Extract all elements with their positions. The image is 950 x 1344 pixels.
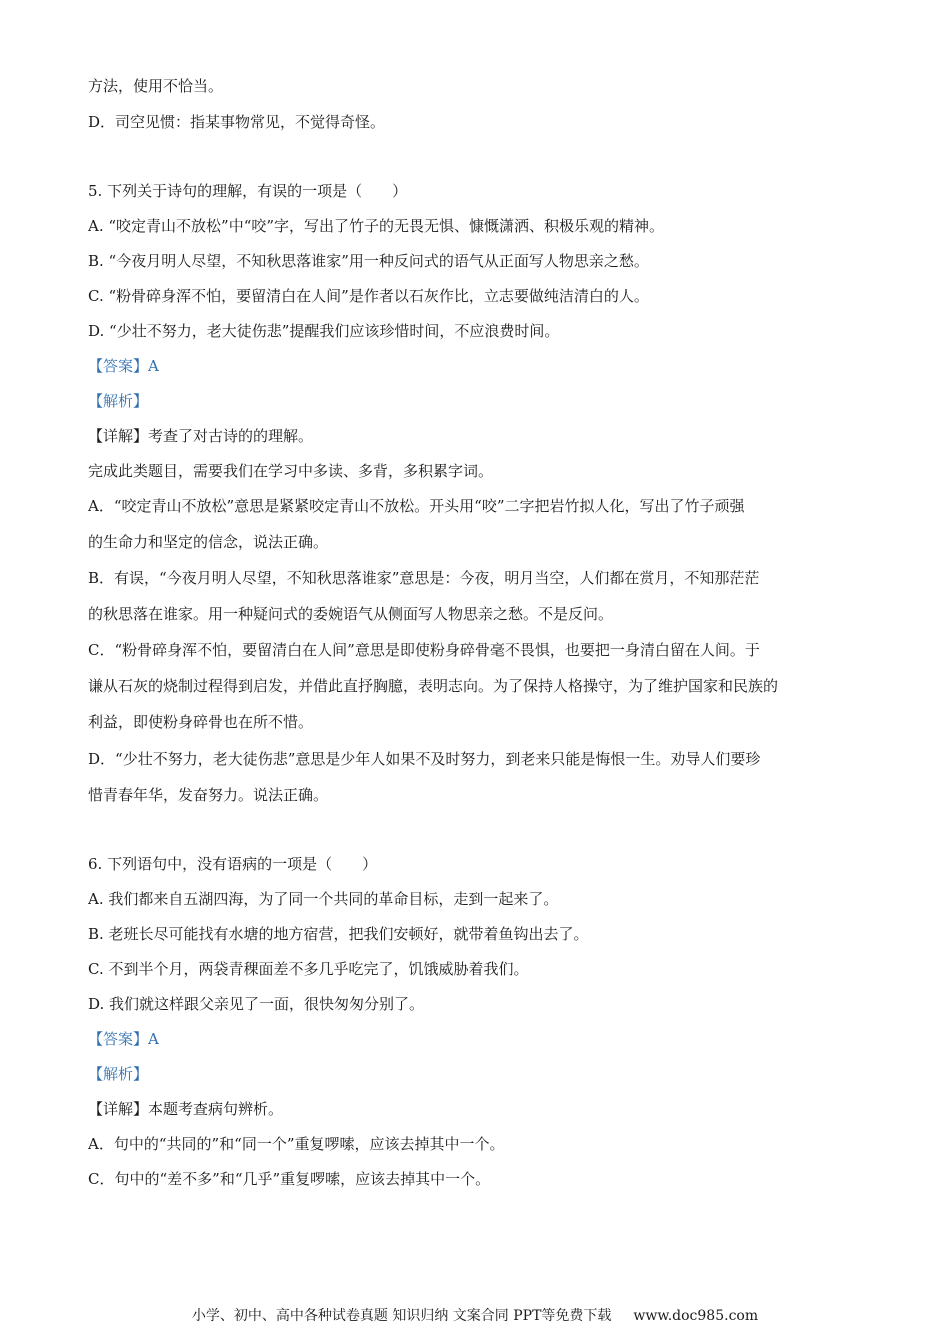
answer-label: 【答案】A	[88, 1030, 159, 1048]
text-line: D．司空见惯：指某事物常见，不觉得奇怪。	[88, 113, 386, 131]
text-line: 方法，使用不恰当。	[88, 77, 224, 95]
analysis-label: 【解析】	[88, 1065, 149, 1083]
option-a: A. “咬定青山不放松”中“咬”字，写出了竹子的无畏无惧、慷慨潇洒、积极乐观的精神。	[88, 217, 665, 235]
option-d: D. “少壮不努力，老大徒伤悲”提醒我们应该珍惜时间，不应浪费时间。	[88, 322, 560, 340]
explanation-c-cont: 利益，即使粉身碎骨也在所不惜。	[88, 713, 314, 731]
option-b: B. “今夜月明人尽望，不知秋思落谁家”用一种反问式的语气从正面写人物思亲之愁。	[88, 252, 649, 270]
explanation-c-cont: 谦从石灰的烧制过程得到启发，并借此直抒胸臆，表明志向。为了保持人格操守，为了维护国家和民族的	[88, 677, 779, 695]
explanation-d-cont: 惜青春年华，发奋努力。说法正确。	[88, 786, 329, 804]
explanation-b: B．有误，“今夜月明人尽望，不知秋思落谁家”意思是：今夜，明月当空，人们都在赏月，不知那茫茫	[88, 569, 760, 587]
question-title: 6. 下列语句中，没有语病的一项是（ ）	[88, 855, 378, 873]
footer-url[interactable]: www.doc985.com	[633, 1308, 759, 1324]
detail-line: 【详解】考查了对古诗的的理解。	[88, 427, 314, 445]
option-b: B. 老班长尽可能找有水塘的地方宿营，把我们安顿好，就带着鱼钩出去了。	[88, 925, 589, 943]
answer-label: 【答案】A	[88, 357, 159, 375]
question-title: 5. 下列关于诗句的理解，有误的一项是（ ）	[88, 182, 408, 200]
page-footer	[0, 1306, 950, 1326]
detail-line: 【详解】本题考查病句辨析。	[88, 1100, 284, 1118]
footer-text: 小学、初中、高中各种试卷真题 知识归纳 文案合同 PPT等免费下载	[191, 1308, 612, 1324]
option-d: D. 我们就这样跟父亲见了一面，很快匆匆分别了。	[88, 995, 425, 1013]
explanation-a: A．句中的“共同的”和“同一个”重复啰嗦，应该去掉其中一个。	[88, 1135, 505, 1153]
option-c: C. 不到半个月，两袋青稞面差不多几乎吃完了，饥饿威胁着我们。	[88, 960, 529, 978]
explanation-a-cont: 的生命力和坚定的信念，说法正确。	[88, 533, 329, 551]
text-line: 完成此类题目，需要我们在学习中多读、多背，多积累字词。	[88, 462, 494, 480]
option-a: A. 我们都来自五湖四海，为了同一个共同的革命目标，走到一起来了。	[88, 890, 559, 908]
explanation-d: D．“少壮不努力，老大徒伤悲”意思是少年人如果不及时努力，到老来只能是悔恨一生。劝导人们要珍	[88, 750, 761, 768]
explanation-a: A．“咬定青山不放松”意思是紧紧咬定青山不放松。开头用“咬”二字把岩竹拟人化，写出了竹子顽强	[88, 497, 745, 515]
analysis-label: 【解析】	[88, 392, 149, 410]
explanation-c: C．句中的“差不多”和“几乎”重复啰嗦，应该去掉其中一个。	[88, 1170, 491, 1188]
option-c: C. “粉骨碎身浑不怕，要留清白在人间”是作者以石灰作比，立志要做纯洁清白的人。	[88, 287, 649, 305]
explanation-b-cont: 的秋思落在谁家。用一种疑问式的委婉语气从侧面写人物思亲之愁。不是反问。	[88, 605, 614, 623]
explanation-c: C．“粉骨碎身浑不怕，要留清白在人间”意思是即使粉身碎骨毫不畏惧，也要把一身清白留在人间。于	[88, 641, 760, 659]
